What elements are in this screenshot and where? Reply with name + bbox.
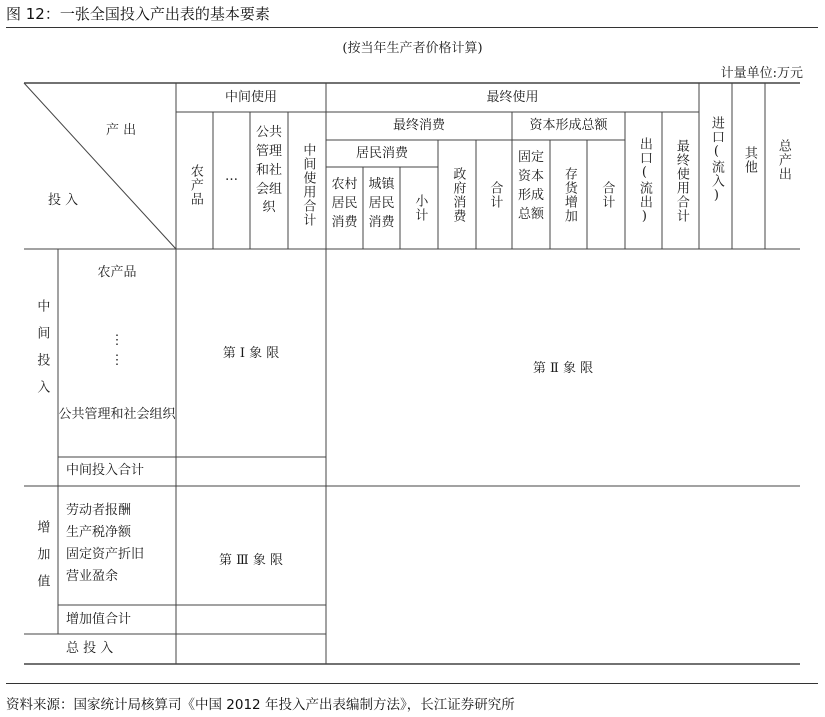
col-final-total [662,112,699,249]
header-final-use: 最终使用 [486,90,539,105]
col-inventory-text: 存货增加 [561,166,577,223]
col-cf-total-text: 合计 [599,180,615,209]
col-agri [176,120,213,249]
col-import-text: 进口(流入) [708,116,724,204]
corner-input-label: 投 入 [48,193,79,208]
col-subtotal-text: 小计 [412,194,428,222]
row-va-item-1: 劳动者报酬 [66,503,132,518]
col-other [732,110,765,210]
col-gov-text: 政府消费 [450,166,466,223]
row-int-input-total: 中间投入合计 [66,463,145,478]
header-household-consumption: 居民消费 [355,146,408,161]
row-group-value-added-text: 增加值 [34,519,50,601]
col-import [699,110,732,210]
source-note: 资料来源：国家统计局核算司《中国 2012 年投入产出表编制方法》，长江证券研究所 [6,697,515,713]
row-total-input: 总 投 入 [66,641,114,656]
row-va-item-4: 营业盈余 [66,569,119,584]
col-rural: 农村居民消费 [331,177,358,230]
col-int-total [288,120,326,249]
col-final-total-text: 最终使用合计 [673,138,689,223]
col-urban: 城镇居民消费 [368,177,395,230]
table-subtitle: (按当年生产者价格计算) [342,41,483,56]
col-int-total-text: 中间使用合计 [300,142,316,227]
row-va-item-2: 生产税净额 [66,525,132,540]
col-export-text: 出口(流出) [636,136,652,225]
quadrant-2: 第 Ⅱ 象 限 [532,361,594,376]
col-ellipsis: … [225,169,238,184]
row-group-value-added [24,486,58,634]
figure-title: 图 12：一张全国投入产出表的基本要素 [6,5,270,23]
quadrant-3: 第 Ⅲ 象 限 [219,553,283,568]
col-total-output-text: 总产出 [775,139,791,181]
corner-output-label: 产 出 [106,123,137,138]
header-intermediate-use: 中间使用 [224,90,277,105]
col-public-mgmt: 公共管理和社会组织 [255,125,282,216]
row-vdots-2: ⋮ [110,353,124,368]
col-cf-total [587,140,625,249]
col-inventory [550,140,587,249]
col-export [625,112,662,249]
unit-label: 计量单位:万元 [720,66,803,81]
row-va-total: 增加值合计 [66,612,132,627]
row-public-mgmt: 公共管理和社会组织 [58,407,176,422]
col-fixed-cap: 固定资本形成总额 [517,150,544,222]
header-capital-formation: 资本形成总额 [529,118,608,133]
row-agri: 农产品 [97,265,137,280]
col-total-output [765,110,800,210]
row-va-item-3: 固定资产折旧 [66,547,145,562]
row-vdots-1: ⋮ [110,333,124,348]
col-subtotal [400,167,438,249]
row-group-intermediate-input-text: 中间投入 [34,299,50,407]
col-gov [438,140,476,249]
col-fc-total [476,140,512,249]
col-agri-text: 农产品 [187,163,203,206]
source-rule [6,683,818,684]
header-final-consumption: 最终消费 [392,118,445,133]
row-group-intermediate-input [24,249,58,457]
col-fc-total-text: 合计 [487,180,503,209]
col-other-text: 其他 [741,146,757,174]
quadrant-1: 第 Ⅰ 象 限 [222,346,280,361]
